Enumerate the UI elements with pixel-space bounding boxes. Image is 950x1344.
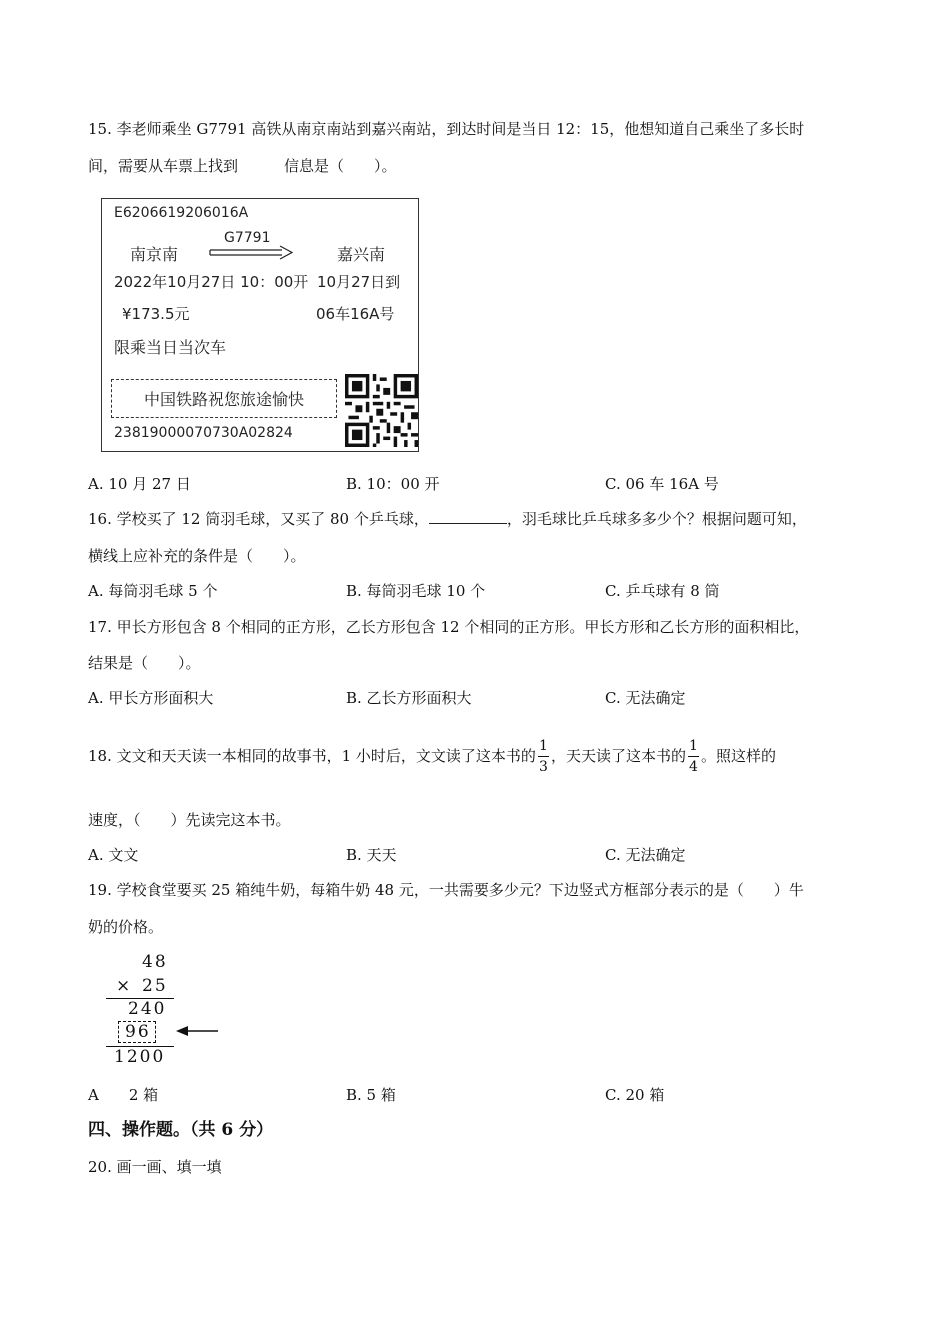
ticket-seat: 06车16A号 [316, 305, 395, 323]
calc-partial-2-boxed: 96 [118, 1021, 156, 1043]
q18-line2: 速度，（ ）先读完这本书。 [88, 811, 291, 829]
fraction-one-quarter-num: 1 [688, 737, 698, 754]
q16-line1-b: ，羽毛球比乒乓球多多少个？根据问题可知， [506, 510, 807, 528]
fraction-one-quarter [688, 738, 699, 775]
calc-multiplicand: 48 [142, 952, 168, 972]
ticket-rule: 限乘当日当次车 [114, 338, 227, 357]
ticket-code: 23819000070730A02824 [114, 425, 293, 441]
q16-blank [429, 509, 507, 524]
q18-line1 [88, 734, 776, 778]
q19-line1: 19. 学校食堂要买 25 箱纯牛奶，每箱牛奶 48 元，一共需要多少元？下边竖式方框部分表示的是（ ）牛 [88, 881, 804, 899]
fraction-one-third [538, 738, 549, 775]
q16-line1 [88, 509, 807, 529]
q15-line2-b: 信息是（ ）。 [284, 157, 397, 175]
q15-line2 [88, 156, 397, 176]
ticket-arrive-date: 10月27日到 [317, 273, 401, 291]
calc-multiplier: 25 [142, 976, 168, 996]
q19-option-a[interactable]: A 2 箱 [88, 1086, 159, 1104]
q16-line1-a: 16. 学校买了 12 筒羽毛球，又买了 80 个乒乓球， [88, 510, 429, 528]
q16-option-a[interactable]: A. 每筒羽毛球 5 个 [88, 582, 218, 600]
q18-line1-c: 。照这样的 [700, 747, 776, 765]
q16-option-c[interactable]: C. 乒乓球有 8 筒 [605, 582, 720, 600]
calc-times-sign: × [116, 976, 133, 996]
q17-line2: 结果是（ ）。 [88, 654, 201, 672]
q18-option-b[interactable]: B. 天天 [346, 846, 397, 864]
ticket-from-station: 南京南 [130, 245, 179, 264]
left-arrow-icon [176, 1024, 220, 1038]
ticket-serial: E6206619206016A [114, 205, 249, 221]
ticket-price: ¥173.5元 [122, 305, 190, 323]
q18-option-a[interactable]: A. 文文 [88, 846, 139, 864]
q15-option-c[interactable]: C. 06 车 16A 号 [605, 475, 719, 493]
q15-line1: 15. 李老师乘坐 G7791 高铁从南京南站到嘉兴南站，到达时间是当日 12：15，他想知道自己乘坐了多长时 [88, 120, 805, 138]
q18-line1-a: 18. 文文和天天读一本相同的故事书，1 小时后，文文读了这本书的 [88, 747, 536, 765]
calc-result: 1200 [114, 1047, 166, 1067]
q16-line2: 横线上应补充的条件是（ ）。 [88, 547, 306, 565]
ticket-arrow-icon [208, 245, 294, 261]
ticket-to-station: 嘉兴南 [337, 245, 386, 264]
ticket-depart-time: 2022年10月27日 10：00开 [114, 273, 309, 291]
q17-line1: 17. 甲长方形包含 8 个相同的正方形，乙长方形包含 12 个相同的正方形。甲长方形和乙长方形的面积相比， [88, 618, 810, 636]
ticket-train-number: G7791 [224, 230, 271, 246]
fraction-one-quarter-den: 4 [688, 758, 698, 775]
qr-code-icon [345, 374, 418, 447]
ticket-slogan-box [111, 379, 337, 418]
q15-option-a[interactable]: A. 10 月 27 日 [88, 475, 191, 493]
q17-option-a[interactable]: A. 甲长方形面积大 [88, 689, 214, 707]
section-4-heading: 四、操作题。（共 6 分） [88, 1120, 274, 1140]
q15-line2-a: 间，需要从车票上找到 [88, 157, 239, 175]
fraction-one-third-den: 3 [538, 758, 548, 775]
q17-option-c[interactable]: C. 无法确定 [605, 689, 686, 707]
q15-option-b[interactable]: B. 10：00 开 [346, 475, 440, 493]
vertical-multiplication [100, 950, 230, 1075]
q18-option-c[interactable]: C. 无法确定 [605, 846, 686, 864]
calc-partial-1: 240 [128, 999, 167, 1019]
q18-line1-b: ，天天读了这本书的 [550, 747, 686, 765]
q19-option-c[interactable]: C. 20 箱 [605, 1086, 665, 1104]
q19-line2: 奶的价格。 [88, 918, 164, 936]
train-ticket-image [101, 198, 419, 452]
fraction-one-third-num: 1 [538, 737, 548, 754]
q17-option-b[interactable]: B. 乙长方形面积大 [346, 689, 472, 707]
q16-option-b[interactable]: B. 每筒羽毛球 10 个 [346, 582, 486, 600]
q19-option-b[interactable]: B. 5 箱 [346, 1086, 396, 1104]
q20-line1: 20. 画一画、填一填 [88, 1158, 222, 1176]
ticket-slogan: 中国铁路祝您旅途愉快 [143, 390, 304, 409]
